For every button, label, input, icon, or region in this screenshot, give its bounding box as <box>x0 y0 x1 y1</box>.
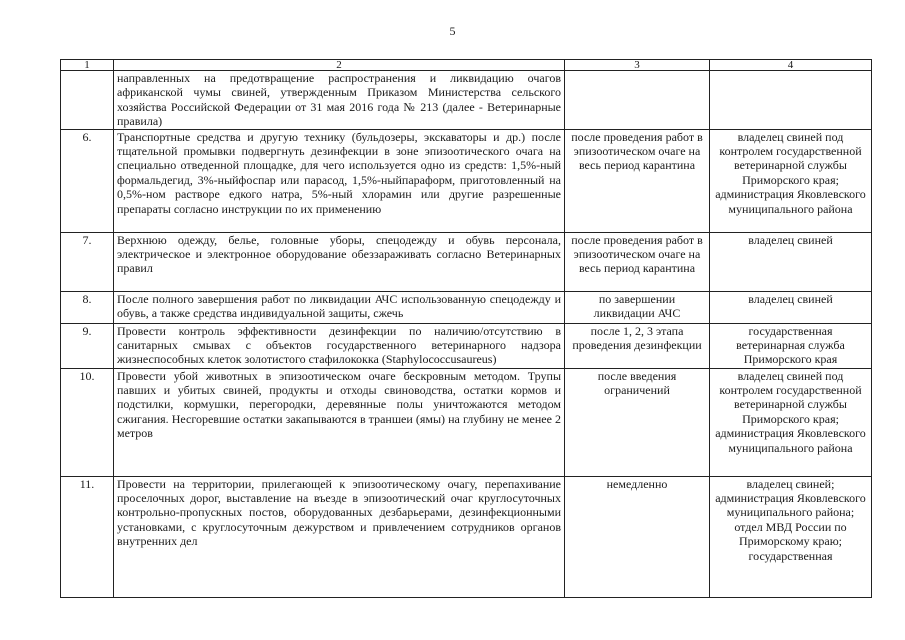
measure-text: Транспортные средства и другую технику (бульдозеры, экскаваторы и др.) после тщательной промывки подвергнуть дезинфекции в зоне эпизоотического очага на специально отведенной площадке, для чего используется одно из средств: 1,5%-ный формальдегид, 3%-ныйфоспар или парасод, 1,5%-ныйпараформ, приготовленный на 0,5%-ном растворе едкого натра, 5%-ный хлорамин или другие разрешенные препараты согласно инструкции по их применению <box>114 129 565 232</box>
measure-text: Провести убой животных в эпизоотическом очаге бескровным методом. Трупы павших и убитых свиней, продукты и отходы свиноводства, остатки кормов и подстилки, кормушки, перегородки, деревянные полы уничтожаются методом сжигания. Несгоревшие остатки закапываются в траншеи (ямы) на глубину не менее 2 метров <box>114 368 565 476</box>
row-number: 7. <box>61 232 114 291</box>
row-number: 8. <box>61 291 114 323</box>
table-row <box>61 291 872 323</box>
table-header-row <box>61 60 872 71</box>
row-number: 11. <box>61 476 114 597</box>
table-row <box>61 368 872 476</box>
measure-responsible: владелец свиней под контролем государственной ветеринарной службы Приморского края; администрация Яковлевского муниципального района <box>710 129 872 232</box>
measure-responsible: владелец свиней <box>710 291 872 323</box>
measure-responsible: государственная ветеринарная служба Приморского края <box>710 323 872 368</box>
measure-text: Верхнюю одежду, белье, головные уборы, спецодежду и обувь персонала, электрическое и электронное оборудование обеззараживать согласно Ветеринарных правил <box>114 232 565 291</box>
measure-deadline <box>565 71 710 130</box>
measure-responsible: владелец свиней под контролем государственной ветеринарной службы Приморского края; администрация Яковлевского муниципального района <box>710 368 872 476</box>
measure-text: Провести на территории, прилегающей к эпизоотическому очагу, перепахивание проселочных дорог, выставление на въезде в эпизоотический очаг круглосуточных контрольно-пропускных постов, оборудованных дезбарьерами, дезинфекционными установками, с круглосуточным дежурством и привлечением сотрудников органов внутренних дел <box>114 476 565 597</box>
measure-text: После полного завершения работ по ликвидации АЧС использованную спецодежду и обувь, а также средства индивидуальной защиты, сжечь <box>114 291 565 323</box>
table-row <box>61 71 872 130</box>
measure-deadline: после проведения работ в эпизоотическом очаге на весь период карантина <box>565 232 710 291</box>
measure-responsible <box>710 71 872 130</box>
row-number: 6. <box>61 129 114 232</box>
table-row <box>61 232 872 291</box>
measure-deadline: после проведения работ в эпизоотическом очаге на весь период карантина <box>565 129 710 232</box>
measure-deadline: немедленно <box>565 476 710 597</box>
measure-deadline: по завершении ликвидации АЧС <box>565 291 710 323</box>
measure-deadline: после введения ограничений <box>565 368 710 476</box>
table-row <box>61 129 872 232</box>
row-number <box>61 71 114 130</box>
measures-table <box>60 59 872 598</box>
measure-deadline: после 1, 2, 3 этапа проведения дезинфекции <box>565 323 710 368</box>
page-number: 5 <box>449 24 456 38</box>
measure-responsible: владелец свиней <box>710 232 872 291</box>
row-number: 9. <box>61 323 114 368</box>
column-header-3: 3 <box>565 60 710 71</box>
measure-text: направленных на предотвращение распространения и ликвидацию очагов африканской чумы свиней, утвержденным Приказом Министерства сельского хозяйства Российской Федерации от 31 мая 2016 года № 213 (далее - Ветеринарные правила) <box>114 71 565 130</box>
column-header-2: 2 <box>114 60 565 71</box>
table-row <box>61 323 872 368</box>
measure-responsible: владелец свиней; администрация Яковлевского муниципального района; отдел МВД России по Приморскому краю; государственная <box>710 476 872 597</box>
table-row <box>61 476 872 597</box>
measure-text: Провести контроль эффективности дезинфекции по наличию/отсутствию в санитарных смывах с объектов государственного ветеринарного надзора жизнеспособных клеток золотистого стафилококка (Staphylococcusaureus) <box>114 323 565 368</box>
row-number: 10. <box>61 368 114 476</box>
column-header-1: 1 <box>61 60 114 71</box>
column-header-4: 4 <box>710 60 872 71</box>
